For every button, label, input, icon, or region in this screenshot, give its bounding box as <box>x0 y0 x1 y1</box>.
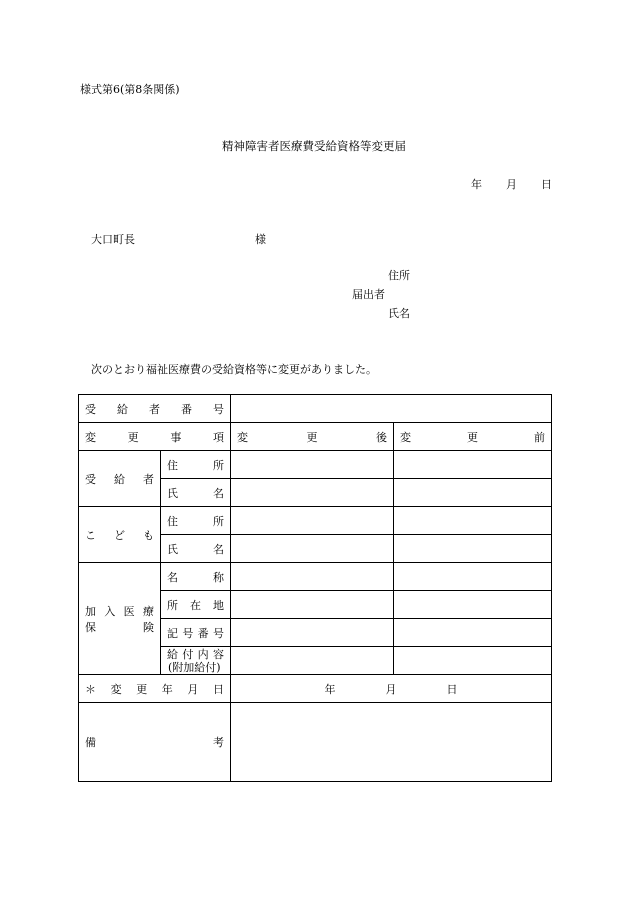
change-date-month: 月 <box>385 682 397 696</box>
recipient-name-before[interactable] <box>394 479 552 507</box>
remarks-field[interactable] <box>231 703 552 782</box>
child-name-after[interactable] <box>231 535 394 563</box>
insurance-benefit-before[interactable] <box>394 647 552 675</box>
insurance-benefit-after[interactable] <box>231 647 394 675</box>
recipient-number-field[interactable] <box>231 395 552 423</box>
insurance-location-before[interactable] <box>394 591 552 619</box>
recipient-group-label: 受給者 <box>79 451 161 507</box>
addressee-name: 大口町長 <box>91 233 135 246</box>
child-group-label: こども <box>79 507 161 563</box>
date-year: 年 <box>471 178 482 191</box>
child-address-label: 住所 <box>161 507 231 535</box>
insurance-benefit-label <box>161 647 231 675</box>
recipient-name-label: 氏名 <box>161 479 231 507</box>
before-change-header: 変更前 <box>394 423 552 451</box>
recipient-address-label: 住所 <box>161 451 231 479</box>
recipient-name-after[interactable] <box>231 479 394 507</box>
change-date-label: ＊変更年月日 <box>79 675 231 703</box>
remarks-label: 備考 <box>79 703 231 782</box>
applicant-name-label: 氏名 <box>388 307 410 320</box>
recipient-address-before[interactable] <box>394 451 552 479</box>
date-day: 日 <box>541 178 552 191</box>
insurance-symbol-number-label: 記号番号 <box>161 619 231 647</box>
insurance-label-line2: 保険 <box>85 620 154 634</box>
addressee-honorific: 様 <box>255 233 266 246</box>
insurance-symbol-number-before[interactable] <box>394 619 552 647</box>
form-number: 様式第6(第8条関係) <box>80 83 180 96</box>
change-form-table <box>78 394 552 782</box>
child-name-before[interactable] <box>394 535 552 563</box>
insurance-name-label: 名称 <box>161 563 231 591</box>
benefit-content-label: 給付内容 <box>167 647 224 661</box>
change-date-year: 年 <box>324 682 336 696</box>
insurance-location-after[interactable] <box>231 591 394 619</box>
recipient-number-label: 受給者番号 <box>79 395 231 423</box>
recipient-address-after[interactable] <box>231 451 394 479</box>
insurance-name-before[interactable] <box>394 563 552 591</box>
child-address-after[interactable] <box>231 507 394 535</box>
insurance-symbol-number-after[interactable] <box>231 619 394 647</box>
change-item-header: 変更事項 <box>79 423 231 451</box>
applicant-label: 届出者 <box>352 288 385 301</box>
change-date-day: 日 <box>446 682 458 696</box>
applicant-address-label: 住所 <box>388 269 410 282</box>
statement: 次のとおり福祉医療費の受給資格等に変更がありました。 <box>91 363 377 376</box>
after-change-header: 変更後 <box>231 423 394 451</box>
insurance-location-label: 所在地 <box>161 591 231 619</box>
date-month: 月 <box>506 178 517 191</box>
child-address-before[interactable] <box>394 507 552 535</box>
change-date-field[interactable] <box>231 675 552 703</box>
insurance-group-label <box>79 563 161 675</box>
insurance-name-after[interactable] <box>231 563 394 591</box>
page-title: 精神障害者医療費受給資格等変更届 <box>222 139 406 153</box>
child-name-label: 氏名 <box>161 535 231 563</box>
additional-benefit-label: (附加給付) <box>168 660 221 674</box>
insurance-label-line1: 加入医療 <box>85 604 154 618</box>
